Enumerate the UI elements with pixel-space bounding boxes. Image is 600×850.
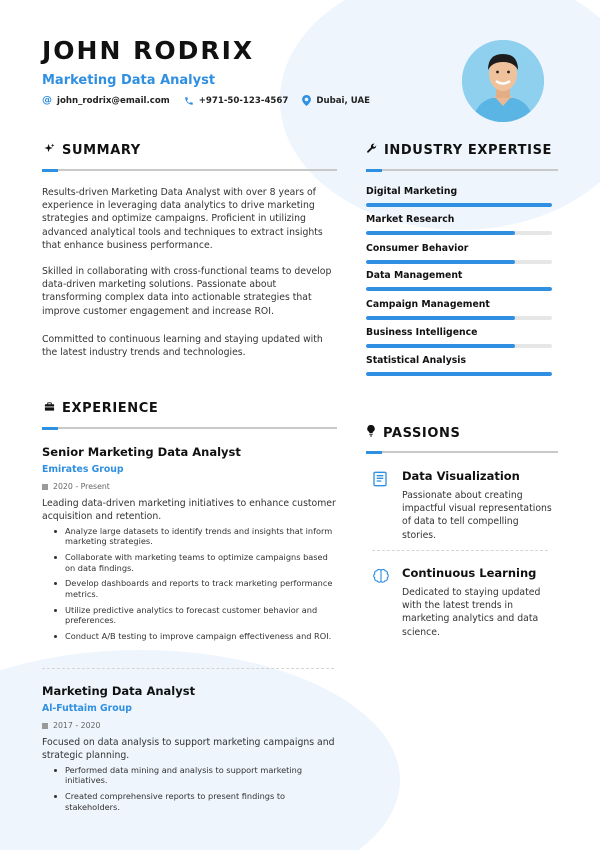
skill-item [366, 355, 552, 376]
list-item: Performed data mining and analysis to support marketing initiatives. [65, 765, 337, 786]
skill-bar [366, 344, 552, 348]
contact-location [302, 95, 370, 106]
job-entry [42, 445, 337, 647]
expertise-heading-text: INDUSTRY EXPERTISE [384, 143, 553, 158]
at-icon: @ [42, 95, 52, 106]
passions-heading-text: PASSIONS [383, 425, 461, 441]
skill-bar-fill [366, 260, 515, 264]
list-item: Collaborate with marketing teams to optimize campaigns based on data findings. [65, 552, 337, 573]
contact-phone[interactable] [184, 95, 289, 106]
contact-email-text: john_rodrix@email.com [57, 95, 170, 106]
job-company: Al-Futtaim Group [42, 703, 132, 714]
calendar-icon [42, 484, 48, 490]
document-list-icon [372, 469, 390, 542]
skill-item [366, 186, 552, 207]
lightbulb-icon [366, 425, 376, 441]
contact-email[interactable] [42, 95, 170, 106]
job-dates-text: 2017 - 2020 [53, 721, 101, 730]
candidate-name: JOHN RODRIX [42, 36, 255, 65]
skill-name: Campaign Management [366, 299, 490, 310]
skill-bar-fill [366, 231, 515, 235]
skill-name: Market Research [366, 214, 455, 225]
job-description: Leading data-driven marketing initiatives to enhance customer acquisition and retention. [42, 498, 336, 522]
passion-description: Dedicated to staying updated with the latest trends in marketing analytics and data science. [402, 587, 541, 638]
list-item: Created comprehensive reports to present findings to stakeholders. [65, 791, 337, 812]
contact-phone-text: +971-50-123-4567 [198, 95, 289, 106]
job-title: Marketing Data Analyst [42, 684, 196, 698]
expertise-heading [366, 143, 552, 158]
calendar-icon [42, 723, 48, 729]
skill-bar-fill [366, 372, 552, 376]
passion-title: Data Visualization [402, 469, 520, 483]
skill-name: Data Management [366, 270, 463, 281]
list-item: Develop dashboards and reports to track marketing performance metrics. [65, 578, 337, 599]
job-description: Focused on data analysis to support marketing campaigns and strategic planning. [42, 737, 335, 761]
summary-paragraph-3: Committed to continuous learning and staying updated with the latest industry trends and technologies. [42, 334, 323, 359]
skill-name: Statistical Analysis [366, 355, 467, 366]
contact-bar [42, 95, 370, 106]
skill-bar-fill [366, 344, 515, 348]
wrench-icon [366, 143, 377, 158]
skill-item [366, 270, 552, 291]
job-bullets [42, 526, 337, 642]
contact-location-text: Dubai, UAE [316, 95, 370, 106]
passion-item [372, 469, 552, 542]
skill-item [366, 243, 552, 264]
skill-bar-fill [366, 203, 552, 207]
passions-divider [366, 451, 558, 453]
skill-item [366, 299, 552, 320]
skill-bar [366, 231, 552, 235]
list-item: Analyze large datasets to identify trends and insights that inform marketing strategies. [65, 526, 337, 547]
location-pin-icon [302, 95, 311, 106]
job-company: Emirates Group [42, 464, 124, 475]
job-separator [42, 668, 334, 669]
experience-heading-text: EXPERIENCE [62, 401, 159, 416]
skill-item [366, 327, 552, 348]
summary-heading [44, 143, 141, 158]
briefcase-icon [44, 401, 55, 416]
summary-heading-text: SUMMARY [62, 143, 141, 158]
summary-divider [42, 169, 337, 171]
experience-divider [42, 427, 337, 429]
sparkle-icon [44, 143, 55, 158]
job-entry [42, 684, 337, 817]
skill-bar-fill [366, 316, 515, 320]
skill-bar [366, 316, 552, 320]
summary-paragraph-1: Results-driven Marketing Data Analyst with over 8 years of experience in leveraging data analytics to drive marketing strategies and optimize campaigns. Proficient in utilizing advanced analytical tools and techniques to extract insights that enhance business performance. [42, 187, 323, 251]
skill-bar [366, 203, 552, 207]
skill-bar [366, 372, 552, 376]
phone-icon [184, 96, 194, 106]
skill-bar-fill [366, 287, 552, 291]
experience-heading [44, 401, 158, 416]
list-item: Utilize predictive analytics to forecast customer behavior and preferences. [65, 605, 337, 626]
expertise-divider [366, 169, 558, 171]
skill-item [366, 214, 552, 235]
passion-description: Passionate about creating impactful visual representations of data to tell compelling stories. [402, 490, 552, 541]
avatar [462, 40, 544, 122]
passion-separator [372, 550, 548, 551]
skill-name: Consumer Behavior [366, 243, 469, 254]
skill-bar [366, 287, 552, 291]
list-item: Conduct A/B testing to improve campaign effectiveness and ROI. [65, 631, 337, 642]
job-dates [42, 482, 337, 491]
passion-item [372, 566, 552, 639]
candidate-title: Marketing Data Analyst [42, 73, 216, 88]
skill-name: Digital Marketing [366, 186, 458, 197]
brain-icon [372, 566, 390, 639]
passions-heading [366, 425, 460, 441]
passion-title: Continuous Learning [402, 566, 537, 580]
job-dates-text: 2020 - Present [53, 482, 110, 491]
summary-paragraph-2: Skilled in collaborating with cross-functional teams to develop data-driven marketing solutions. Passionate about transforming complex data into actionable strategies that improve customer engagement and increase ROI. [42, 266, 332, 317]
job-dates [42, 721, 337, 730]
job-title: Senior Marketing Data Analyst [42, 445, 241, 459]
skill-name: Business Intelligence [366, 327, 478, 338]
job-bullets [42, 765, 337, 813]
skill-bar [366, 260, 552, 264]
